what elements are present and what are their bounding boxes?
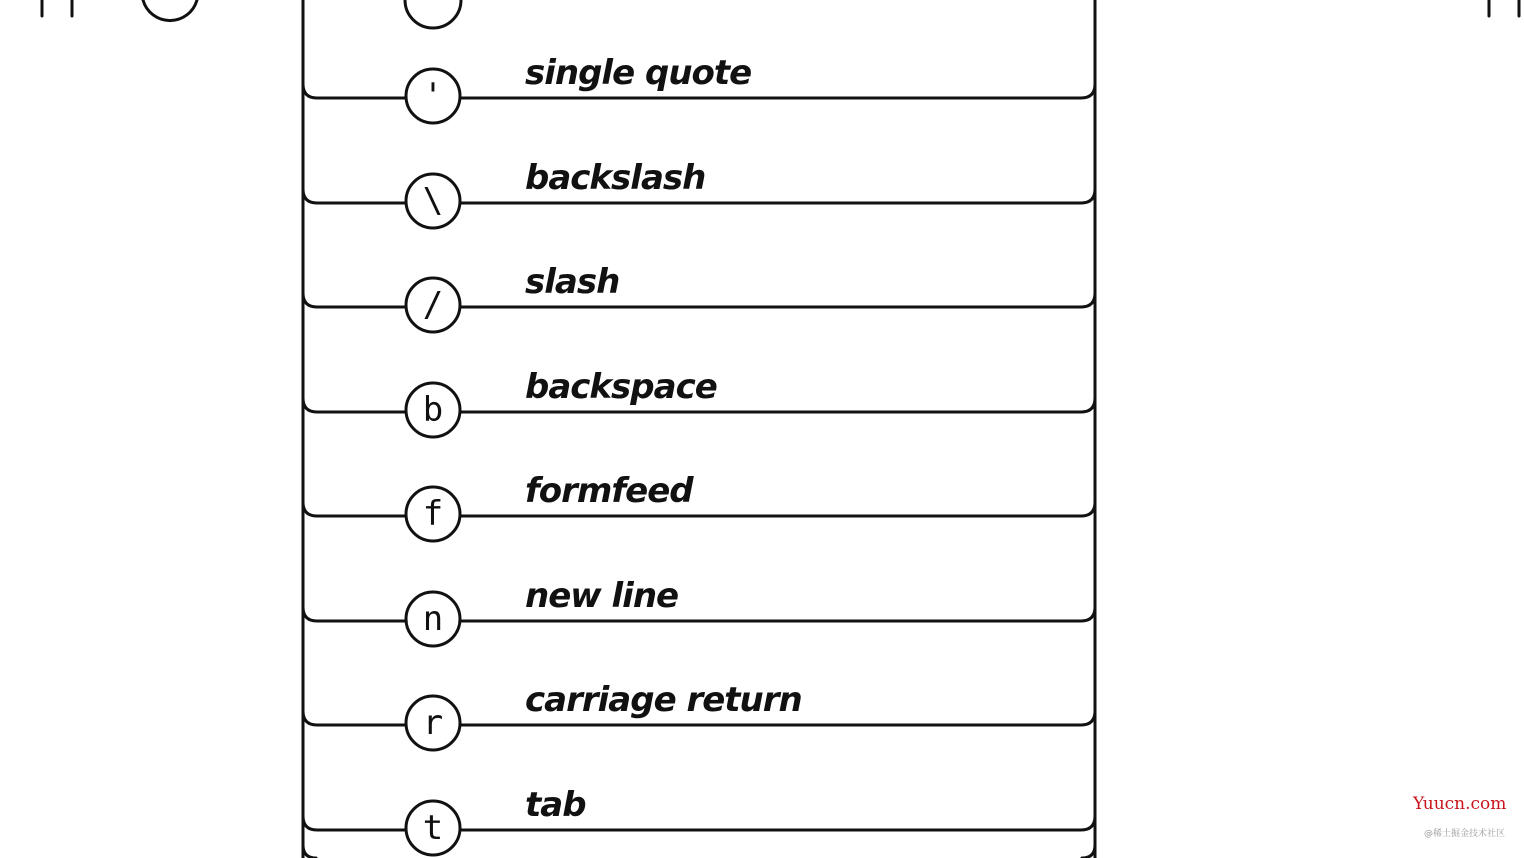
branch-3	[303, 262, 1095, 332]
escape-char-label: tab	[525, 785, 586, 825]
branch-5	[303, 471, 1095, 541]
escape-char-glyph: '	[422, 76, 444, 116]
escape-char-label: backspace	[525, 367, 717, 407]
left-quote-terminal-partial	[42, 0, 72, 16]
escape-char-label: formfeed	[525, 471, 693, 511]
escape-char-label: new line	[525, 576, 679, 616]
top-partial-elements	[42, 0, 1519, 28]
watermark-credit: @稀土掘金技术社区	[1424, 829, 1506, 839]
escape-char-label: carriage return	[525, 680, 802, 720]
branch-6	[303, 576, 1095, 646]
escape-char-label: slash	[525, 262, 620, 302]
branch-4	[303, 367, 1095, 437]
escape-char-label: single quote	[525, 53, 752, 93]
quote-node-partial	[405, 0, 461, 28]
watermark-brand: Yuucn.com	[1413, 794, 1507, 814]
backslash-node-partial	[143, 0, 197, 21]
escape-char-glyph: r	[422, 703, 444, 743]
watermark	[1412, 794, 1506, 839]
escape-char-glyph: f	[422, 494, 444, 534]
escape-char-glyph: t	[422, 808, 444, 848]
branch-2	[303, 158, 1095, 228]
escape-char-glyph: \	[422, 181, 444, 221]
branch-7	[303, 680, 1095, 750]
escape-char-label: backslash	[525, 158, 706, 198]
branch-1	[303, 53, 1095, 123]
right-quote-terminal-partial	[1489, 0, 1519, 16]
branch-8	[303, 785, 1095, 855]
escape-char-glyph: /	[422, 285, 444, 325]
branch-group	[303, 53, 1095, 855]
escape-char-glyph: n	[422, 599, 444, 639]
escape-char-glyph: b	[422, 390, 444, 430]
